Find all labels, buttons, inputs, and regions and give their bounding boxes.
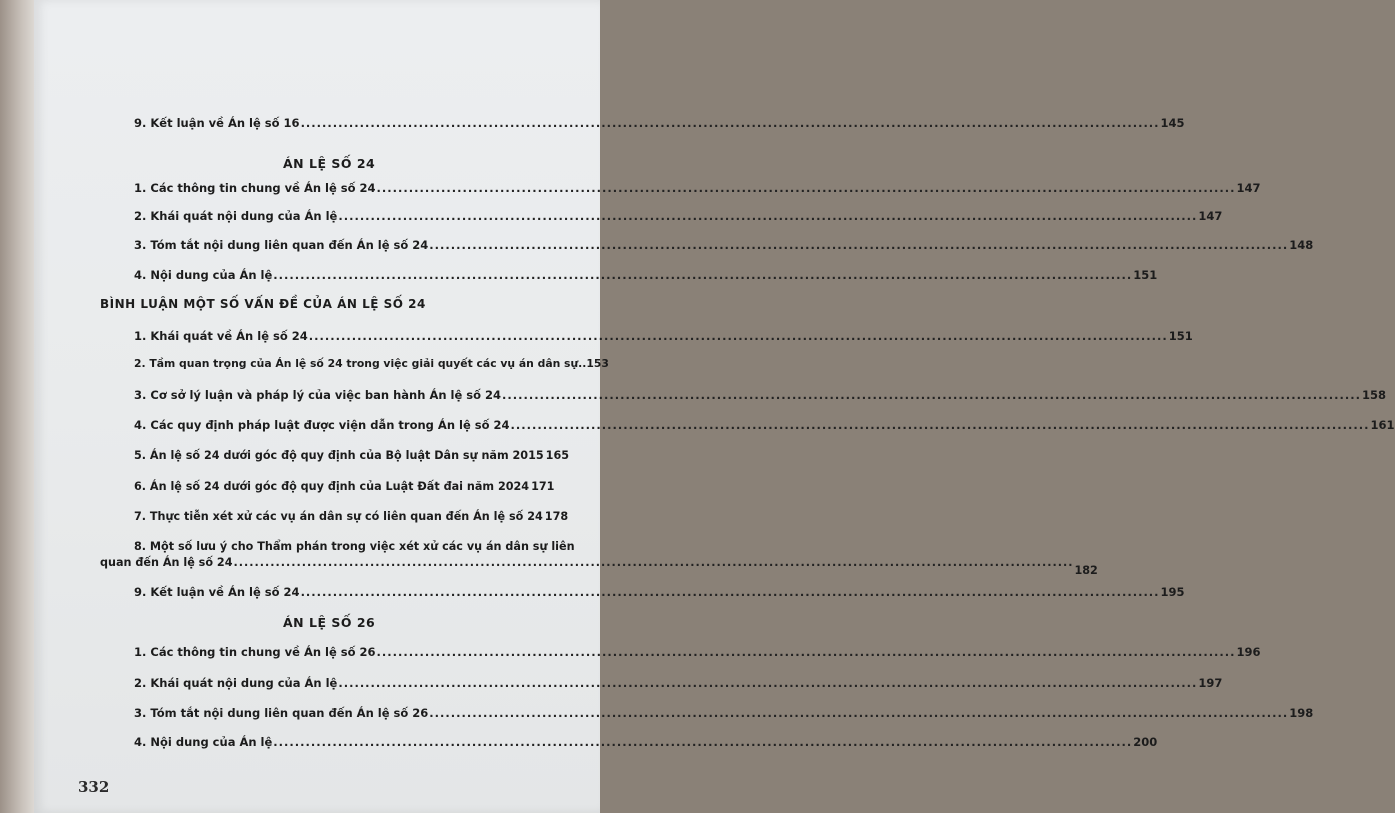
- toc-entry-page: 145: [1160, 116, 1185, 130]
- toc-entry-title: 9. Kết luận về Án lệ số 24: [134, 585, 300, 599]
- toc-entry: [134, 238, 1314, 252]
- toc-entry-title: 2. Khái quát nội dung của Án lệ: [134, 676, 338, 690]
- toc-entry-page: 151: [1168, 329, 1193, 343]
- toc-entry-page: 178: [544, 510, 569, 523]
- toc-entry-title-line1: 8. Một số lưu ý cho Thẩm phán trong việc xét xử các vụ án dân sự liên: [134, 540, 575, 553]
- toc-entry-title: 2. Khái quát nội dung của Án lệ: [134, 209, 338, 223]
- toc-entry: [134, 268, 1158, 282]
- toc-entry: [134, 480, 555, 493]
- toc-entry-title: 3. Tóm tắt nội dung liên quan đến Án lệ số 26: [134, 706, 429, 720]
- toc-entry-page: 161: [1370, 418, 1395, 432]
- toc-entry-title: 7. Thực tiễn xét xử các vụ án dân sự có liên quan đến Án lệ số 24: [134, 510, 543, 523]
- toc-entry: [134, 676, 1223, 690]
- toc-entry-page: 198: [1289, 706, 1314, 720]
- toc-entry-page: 153: [586, 357, 609, 370]
- toc-entry: [134, 449, 570, 462]
- toc-entry-title: 1. Các thông tin chung về Án lệ số 24: [134, 181, 376, 195]
- toc-entry: [100, 556, 1098, 577]
- toc-entry-title: 1. Các thông tin chung về Án lệ số 26: [134, 645, 376, 659]
- toc-entry-title: 4. Nội dung của Án lệ: [134, 735, 273, 749]
- toc-entry: [134, 388, 1387, 402]
- toc-entry: [134, 181, 1261, 195]
- toc-entry-multiline: [134, 540, 575, 553]
- toc-entry-title: 3. Cơ sở lý luận và pháp lý của việc ban hành Án lệ số 24: [134, 388, 502, 402]
- toc-entry-page: 151: [1133, 268, 1158, 282]
- toc-entry-page: 182: [1074, 564, 1098, 577]
- toc-entry-page: 165: [545, 449, 570, 462]
- toc-entry: [134, 706, 1314, 720]
- toc-entry-title: 2. Tầm quan trọng của Án lệ số 24 trong việc giải quyết các vụ án dân sự..: [134, 357, 587, 370]
- section-heading: BÌNH LUẬN MỘT SỐ VẤN ĐỀ CỦA ÁN LỆ SỐ 24: [100, 297, 426, 311]
- toc-entry-page: 171: [531, 480, 555, 493]
- toc-entry-title: 9. Kết luận về Án lệ số 16: [134, 116, 300, 130]
- section-heading: ÁN LỆ SỐ 26: [283, 615, 376, 630]
- toc-entry-title-line2: quan đến Án lệ số 24: [100, 556, 233, 569]
- toc-entry-page: 197: [1198, 676, 1223, 690]
- toc-entry-title: 4. Các quy định pháp luật được viện dẫn trong Án lệ số 24: [134, 418, 510, 432]
- toc-entry-page: 147: [1198, 209, 1223, 223]
- toc-entry: [134, 645, 1261, 659]
- toc-entry: [134, 329, 1193, 343]
- toc-entry-page: 158: [1362, 388, 1387, 402]
- page-number: 332: [78, 778, 110, 796]
- toc-entry-page: 147: [1236, 181, 1261, 195]
- toc-entry: [134, 510, 569, 523]
- toc-entry: [134, 418, 1395, 432]
- toc-entry-page: 148: [1289, 238, 1314, 252]
- toc-entry-page: 200: [1133, 735, 1158, 749]
- toc-entry: [134, 735, 1158, 749]
- toc-entry-title: 5. Án lệ số 24 dưới góc độ quy định của Bộ luật Dân sự năm 2015: [134, 449, 544, 462]
- toc-entry-page: 196: [1236, 645, 1261, 659]
- toc-entry-title: 6. Án lệ số 24 dưới góc độ quy định của Luật Đất đai năm 2024: [134, 480, 530, 493]
- toc-entry-title: 1. Khái quát về Án lệ số 24: [134, 329, 308, 343]
- toc-entry: [134, 585, 1185, 599]
- toc-entry-title: 4. Nội dung của Án lệ: [134, 268, 273, 282]
- toc-entry: [134, 357, 609, 370]
- toc-entry: [134, 209, 1223, 223]
- section-heading: ÁN LỆ SỐ 24: [283, 156, 376, 171]
- toc-entry-title: 3. Tóm tắt nội dung liên quan đến Án lệ số 24: [134, 238, 429, 252]
- toc-entry: [134, 116, 1185, 130]
- toc-entry-page: 195: [1160, 585, 1185, 599]
